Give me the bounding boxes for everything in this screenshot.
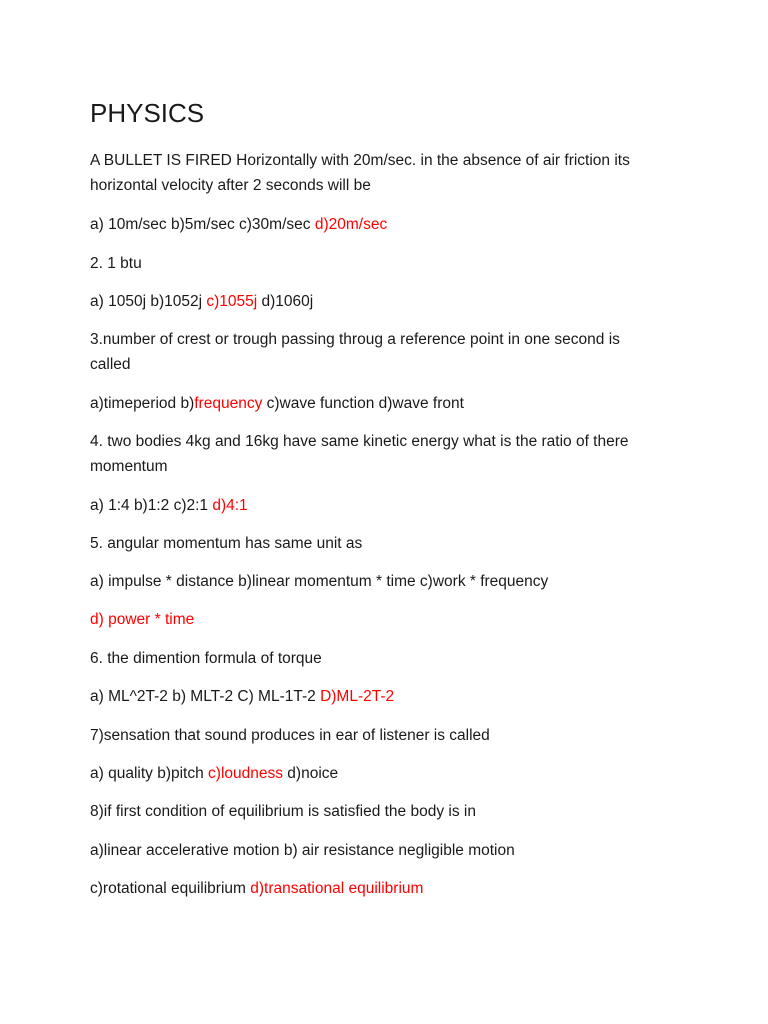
question-1-options xyxy=(90,212,690,237)
question-6-options xyxy=(90,684,690,709)
question-2-options xyxy=(90,289,690,314)
question-6: 6. the dimention formula of torque xyxy=(90,650,322,667)
question-3-line-1: 3.number of crest or trough passing throug a reference point in one second is xyxy=(90,331,620,348)
question-5: 5. angular momentum has same unit as xyxy=(90,535,363,552)
question-2-answer: c)1055j xyxy=(206,293,258,310)
question-2-choices-before: a) 1050j b)1052j xyxy=(90,293,207,310)
question-8-answer: d)transational equilibrium xyxy=(250,880,424,897)
question-4-choices: a) 1:4 b)1:2 c)2:1 xyxy=(90,497,213,514)
question-1-answer: d)20m/sec xyxy=(314,216,388,233)
question-4-answer: d)4:1 xyxy=(212,497,248,514)
question-8-options-line-1: a)linear accelerative motion b) air resistance negligible motion xyxy=(90,842,515,859)
question-4-line-1: 4. two bodies 4kg and 16kg have same kinetic energy what is the ratio of there xyxy=(90,433,629,450)
question-7-answer: c)loudness xyxy=(208,765,283,782)
question-3-choices-after: c)wave function d)wave front xyxy=(262,395,464,412)
question-2-choices-after: d)1060j xyxy=(257,293,314,310)
question-6-answer: D)ML-2T-2 xyxy=(320,688,395,705)
question-4 xyxy=(90,429,690,479)
question-7-choices-before: a) quality b)pitch xyxy=(90,765,209,782)
question-8: 8)if first condition of equilibrium is satisfied the body is in xyxy=(90,803,476,820)
question-5-answer: d) power * time xyxy=(90,611,195,628)
question-1-line-2: horizontal velocity after 2 seconds will be xyxy=(90,177,371,194)
question-5-options: a) impulse * distance b)linear momentum * time c)work * frequency xyxy=(90,573,549,590)
question-7-options xyxy=(90,761,690,786)
question-8-choices: c)rotational equilibrium xyxy=(90,880,251,897)
question-1-choices: a) 10m/sec b)5m/sec c)30m/sec xyxy=(90,216,315,233)
question-2: 2. 1 btu xyxy=(90,255,142,272)
question-3 xyxy=(90,327,690,377)
question-3-options xyxy=(90,391,690,416)
question-1 xyxy=(90,148,690,198)
question-8-options-line-2 xyxy=(90,876,690,901)
question-6-choices: a) ML^2T-2 b) MLT-2 C) ML-1T-2 xyxy=(90,688,321,705)
question-3-answer: frequency xyxy=(194,395,263,412)
question-3-choices-before: a)timeperiod b) xyxy=(90,395,195,412)
page-title: PHYSICS xyxy=(90,98,205,128)
question-4-options xyxy=(90,493,690,518)
question-3-line-2: called xyxy=(90,356,131,373)
question-4-line-2: momentum xyxy=(90,458,168,475)
question-1-line-1: A BULLET IS FIRED Horizontally with 20m/sec. in the absence of air friction its xyxy=(90,152,630,169)
question-7: 7)sensation that sound produces in ear of listener is called xyxy=(90,727,490,744)
question-7-choices-after: d)noice xyxy=(283,765,339,782)
